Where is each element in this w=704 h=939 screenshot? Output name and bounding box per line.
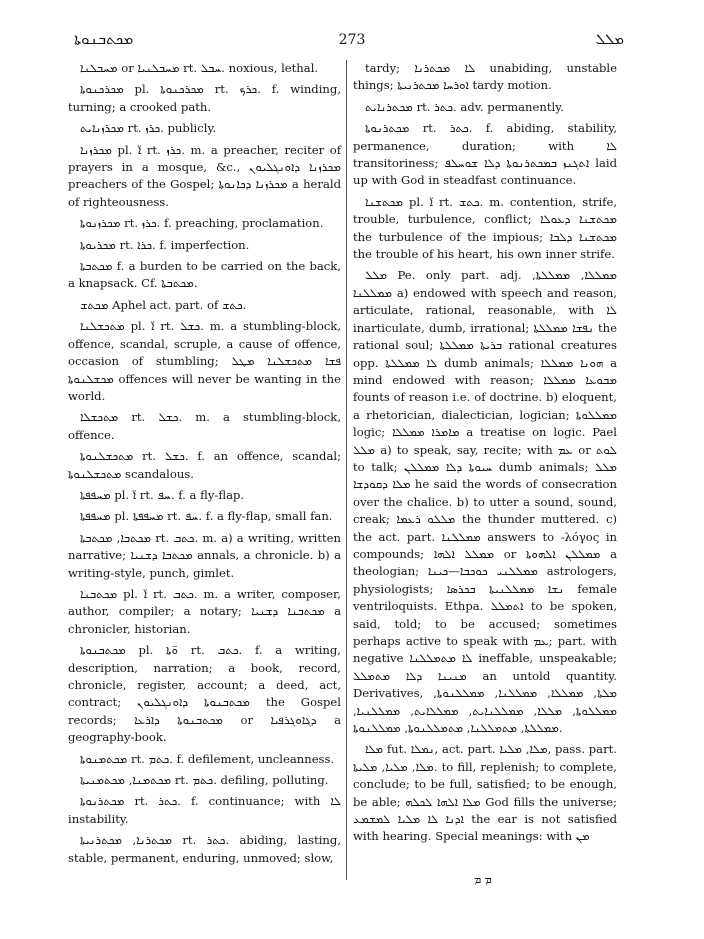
dictionary-entry: ܡܟܬܪܢܘܬܐ rt. ܟܬܪ. f. continuance; with ܠܐ instability. [68,794,341,826]
dictionary-entry: ܡܚܦܦܬܐ pl. ܡܚܦܦܬܐ rt. ܚܦ. f. a fly-flap, small fan. [80,509,333,524]
dictionary-entry: ܡܟܪܙܢܘܬܐ rt. ܟܪܙ. f. preaching, proclamation. [80,216,324,231]
page-number: 273 [338,32,366,48]
right-column [353,60,617,850]
dictionary-entry: ܡܟܪܙܢܐܝܬ rt. ܟܪܙ. publicly. [80,121,217,136]
dictionary-entry: ܡܟܬܡܢܘܬܐ rt. ܟܬܡ. f. defilement, uncleanness. [80,751,335,766]
header-left-running-title: ܡܟܬܒܢܘܬܐ [74,30,134,48]
dictionary-entry: ܡܟܬܫܢܐ pl. ܐ̈ rt. ܟܬܫ. m. contention, strife, trouble, turbulence, conflict; ܡܟܬܫܢܐ ܕܥܘܠܐ the turbulence of the impious; ܡܟܬܫܢܐ ܕܠܒܐ the trouble of his heart, his own inner strife. [353,194,618,262]
header-right-running-title: ܡܠܠ [595,30,624,48]
dictionary-entry: ܡܚܒܠܢܐ or ܡܚܒܠܢܝܐ rt. ܚܒܠ. noxious, lethal. [80,61,319,75]
dictionary-entry: ܡܟܪܟܢܘܬܐ pl. ܡܟܪܟܢܘܬܐ rt. ܟܪܟ. f. winding, turning; a crooked path. [68,82,341,114]
dictionary-entry: ܡܟܬܪܢܘܬܐ rt. ܟܬܪ. f. abiding, stability, permanence, duration; with ܠܐ transitoriness; ܐܬܓܢܙ ܒܡܟܬܪܢܘܬܐ ܕܠܐ ܫܘܚܠܦ laid up with God in steadfast continuance. [353,121,618,188]
dictionary-entry: ܡܟܬܒܬܐ f. a burden to be carried on the back, a knapsack. Cf. ܡܟܬܒܬܐ. [68,259,341,291]
dictionary-entry: ܡܟܬܒܢܐ pl. ܐ̈ rt. ܟܬܒ. m. a writer, composer, author, compiler; a notary; ܡܟܬܒܢܐ ܕܫܢܝܐ a chronicler, historian. [68,586,341,636]
dictionary-entry: ܡܟܪܝܘܬܐ rt. ܟܪܐ. f. imperfection. [80,237,250,252]
dictionary-entry: ܡܟܪܙܢܐ pl. ܐ̈ rt. ܟܪܙ. m. a preacher, reciter of prayers in a mosque, &c., ܡܟܪܙܢܐ ܕܐܘܢܓܠܝܘܢ preachers of the Gospel; ܡܟܪܙܢܐ ܕܟܐܢܘܬܐ a herald of righteousness. [68,142,342,209]
dictionary-entry: ܡܚܦܦܬܐ pl. ܐ̈ rt. ܚܦ. f. a fly-flap. [80,487,245,502]
dictionary-entry: ܡܠܠ Pe. only part. adj. ܡܡܠܠܐ, ܡܡܠܠܬܐ, ܡܡܠܠܢܐ a) endowed with speech and reason, articulate, rational, reasonable, with ܠܐ inarticulate, dumb, irrational; ܢܦܫܐ ܡܡܠܠܬܐ the rational soul; ܒܪܝܬܐ ܡܡܠܠܬܐ rational creatures opp. ܠܐ ܡܡܠܠܬܐ dumb animals; ܗܘܢܐ ܡܡܠܠܐ a mind endowed with reason; ܡܒܘܥܐ ܡܡܠܠܐ founts of reason i.e. of doctrine. b) eloquent, a rhetorician, dialectician, logician; ܡܡܠܠܘܬܐ logic; ܡܐܡܪܐ ܡܡܠܠܐ a treatise on logic. Pael ܡܠܠ a) to speak, say, recite; with ܥܡ or ܠܘܬ to talk; ܚܝܘܬܐ ܕܠܐ ܡܡܠܠܢ dumb animals; ܡܠܠ ܡܠܐ ܕܩܘܕܫܐ he said the words of consecration over the chalice. b) to utter a sound, sound, creak; ܡܠܠܘ ܪܥܡܐ the thunder muttered. c) the act. part. ܡܡܠܠܢܐ answers to -λόγος in compounds; ܡܡܠܠ ܐܠܗܐ or ܡܡܠܠܢ ܐܠܗܘܬܐ a theologian; ܡܡܠܠܢܝ ܟܘܟܒܐ—ܟܝܢܐ astrologers, physiologists; ܢܫܐ ܡܡܠܠܢܝܬܐ ܒܟܪܣܐ female ventriloquists. Ethpa. ܐܬܡܠܠ to be spoken, said, told; to be accused; sometimes perhaps active to speak with ܥܡ; part. with negative ܠܐ ܡܬܡܠܠܢܐ ineffable, unspeakable; ܡܢܝܢܐ ܕܠܐ ܡܬܡܠܠ an untold quantity. Derivatives, ܡܠܬܐ, ܡܡܠܠܐ, ܡܡܠܠܢܐ, ܡܡܠܠܢܘܬܐ, ܡܡܠܠܘܬܐ, ܡܠܠܐ, ܡܡܠܠܢܐܝܬ, ܡܡܠܠܐܝܬ, ܡܡܠܠܢܝܐ, ܡܡܠܠܬܐ, ܡܬܡܠܠܢܐ, ܡܬܡܠܠܢܘܬܐ, ܡܡܠܠܢܘܬܐ. [353,268,618,736]
dictionary-entry: ܡܬܟܫܠܢܘܬܐ rt. ܟܫܠ. f. an offence, scandal; ܡܬܟܫܠܢܘܬܐ scandalous. [68,449,341,481]
signature-mark: ܡ ܡ [474,873,492,886]
dictionary-entry: ܡܠܐ fut. ܢܡܠܐ, act. part. ܡܠܐ, ܡܠܝܐ, pass. part. ܡܠܐ, ܡܠܝܐ, ܡܠܝܬܐ. to fill, replenish; to complete, conclude; to be full, satisfied; to be enough, be able; ܡܠܐ ܐܠܗܐ ܠܟܠܗ God fills the universe; ܐܕܢܐ ܠܐ ܡܠܝܐ ܠܡܫܡܥ the ear is not satisfied with hearing. Special meanings: with ܡܢ [353,742,617,844]
column-divider [346,60,347,880]
dictionary-entry: ܡܟܬܪܢܐ, ܡܟܬܪܢܝܬܐ rt. ܟܬܪ. abiding, lasting, stable, permanent, enduring, unmoved; slow, [68,833,342,865]
dictionary-entry: tardy; ܠܐ ܡܟܬܪܢܐ unabiding, unstable things; ܐܘܪܚܐ ܡܟܬܪܢܝܬܐ tardy motion. [353,61,618,93]
dictionary-entry: ܡܟܬܪܢܐܝܬ rt. ܟܬܪ. adv. permanently. [365,99,564,114]
left-column [68,60,341,871]
dictionary-entry: ܡܬܟܫܠܐ rt. ܟܫܠ. m. a stumbling-block, offence. [68,410,342,442]
dictionary-entry: ܡܟܬܡܢܐ, ܡܟܬܡܢܝܬܐ rt. ܟܬܡ. defiling, polluting. [80,773,329,788]
dictionary-entry: ܡܟܬܒܐ, ܡܟܬܒܬܐ rt. ܟܬܒ. m. a) a writing, written narrative; ܡܟܬܒܐ ܕܫܢܝܐ annals, a chronicle. b) a writing-style, punch, gimlet. [68,530,342,580]
dictionary-entry: ܡܟܬܫ Aphel act. part. of ܟܬܫ. [80,297,247,312]
dictionary-entry: ܡܬܟܫܠܢܐ pl. ܐ̈ rt. ܟܫܠ. m. a stumbling-block, offence, scandal, scruple, a cause of offence, occasion of stumbling; ܦܫܐ ܡܬܟܫܠܢܐ ܡܛܠ ܡܟܫܠܢܘܬܐ offences will never be wanting in the world. [68,319,342,403]
page-header [0,30,704,54]
dictionary-entry: ܡܟܬܒܢܘܬܐ pl. ܘ̈ܬܐ rt. ܟܬܒ. f. a writing, description, narration; a book, record, chronicle, register, account; a deed, act, contract; ܡܟܬܒܢܘܬܐ ܕܐܘܢܓܠܝܘܢ the Gospel records; ܡܟܬܒܢܘܬܐ ܕܐܪܥܐ or ܕܓܐܘܓܪܦܝܐ a geography-book. [68,643,341,745]
